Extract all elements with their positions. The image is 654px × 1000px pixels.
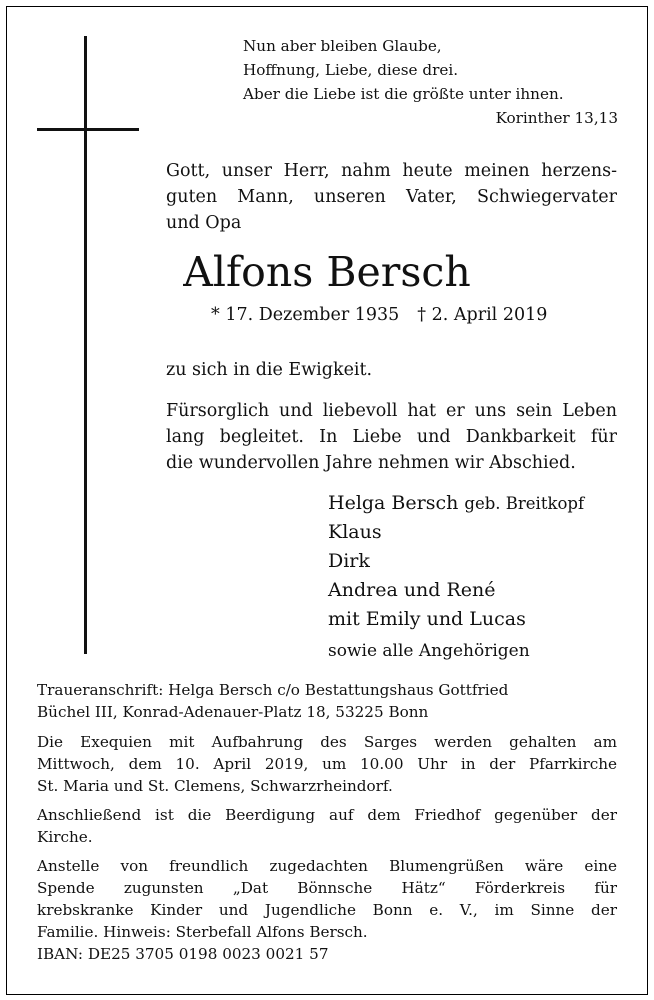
ewigkeit-text: zu sich in die Ewigkeit. xyxy=(166,360,373,380)
exequien-notice xyxy=(37,731,617,797)
exequien-line: St. Maria und St. Clemens, Schwarzrheindorf. xyxy=(37,777,393,795)
intro-line: und Opa xyxy=(166,213,242,233)
donation-line: krebskranke Kinder und Jugendliche Bonn e. V., im Sinne der xyxy=(37,901,617,919)
mourner-name: Klaus xyxy=(328,521,382,543)
quote-line: Nun aber bleiben Glaube, xyxy=(243,37,442,55)
bible-quote xyxy=(243,34,618,130)
donation-line: Spende zugunsten „Dat Bönnsche Hätz“ Förderkreis für xyxy=(37,879,617,897)
cross-icon-horizontal xyxy=(37,128,139,131)
address-line: Büchel III, Konrad-Adenauer-Platz 18, 53225 Bonn xyxy=(37,703,429,721)
mourner-name: Andrea und René xyxy=(328,579,496,601)
intro-text xyxy=(166,158,617,236)
exequien-line: Die Exequien mit Aufbahrung des Sarges werden gehalten am xyxy=(37,733,617,751)
mourner-name: Helga Bersch xyxy=(328,492,459,514)
deceased-name: Alfons Bersch xyxy=(183,248,471,296)
farewell-line: Fürsorglich und liebevoll hat er uns sein Leben xyxy=(166,401,617,421)
quote-line: Aber die Liebe ist die größte unter ihnen. xyxy=(243,85,564,103)
mourners-list xyxy=(328,489,628,664)
relatives-line: sowie alle Angehörigen xyxy=(328,641,530,661)
death-date: † 2. April 2019 xyxy=(417,305,548,325)
burial-line: Anschließend ist die Beerdigung auf dem Friedhof gegenüber der xyxy=(37,806,617,824)
farewell-text xyxy=(166,398,617,476)
burial-notice xyxy=(37,804,617,848)
iban-line: IBAN: DE25 3705 0198 0023 0021 57 xyxy=(37,945,329,963)
donation-notice xyxy=(37,855,617,965)
donation-line: Anstelle von freundlich zugedachten Blumengrüßen wäre eine xyxy=(37,857,617,875)
mourning-address xyxy=(37,679,617,723)
mourner-name: Dirk xyxy=(328,550,370,572)
maiden-name: geb. Breitkopf xyxy=(464,494,585,513)
quote-source: Korinther 13,13 xyxy=(495,109,618,127)
life-dates xyxy=(211,302,631,328)
farewell-line: lang begleitet. In Liebe und Dankbarkeit für xyxy=(166,427,617,447)
exequien-line: Mittwoch, dem 10. April 2019, um 10.00 Uhr in der Pfarrkirche xyxy=(37,755,617,773)
mourner-name: mit Emily und Lucas xyxy=(328,608,526,630)
burial-line: Kirche. xyxy=(37,828,93,846)
quote-line: Hoffnung, Liebe, diese drei. xyxy=(243,61,459,79)
address-line: Traueranschrift: Helga Bersch c/o Bestattungshaus Gottfried xyxy=(37,681,509,699)
birth-date: * 17. Dezember 1935 xyxy=(211,305,400,325)
intro-line: Gott, unser Herr, nahm heute meinen herzens- xyxy=(166,161,617,181)
intro-line: guten Mann, unseren Vater, Schwiegervater xyxy=(166,187,617,207)
donation-line: Familie. Hinweis: Sterbefall Alfons Bersch. xyxy=(37,923,368,941)
mourner-first xyxy=(328,489,628,518)
farewell-line: die wundervollen Jahre nehmen wir Abschied. xyxy=(166,453,576,473)
